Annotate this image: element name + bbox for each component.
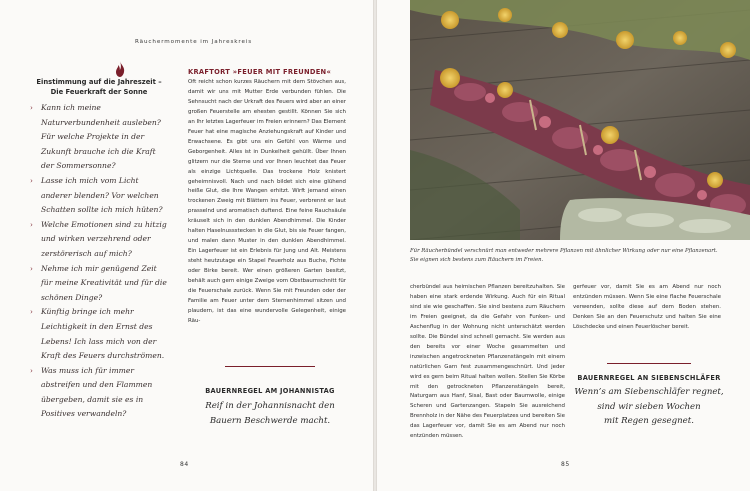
question-text: Künftig bringe ich mehr Leichtigkeit in den Ernst des Lebens! Ich lass mich von der Kraft des Feuers durchströmen.: [41, 307, 165, 361]
question-text: Was muss ich für immer abstreifen und den Flammen übergeben, damit sie es in Positives verwandeln?: [41, 365, 153, 419]
box-title-line-1: Einstimmung auf die Jahreszeit –: [36, 78, 162, 86]
running-head: Räuchermomente im Jahreskreis: [135, 39, 253, 45]
bauernregel-johannistag: [190, 386, 350, 428]
body-column-1: [410, 283, 565, 458]
body-text-2: gerfeuer vor, damit Sie es am Abend nur noch entzünden müssen. Wenn Sie eine flache Feuerschale verwenden, sollte diese auf dem Boden stehen. Denken Sie an den Feuerschutz und halten Sie eine Löschdecke und einen Feuerlöscher bereit.: [573, 284, 721, 330]
flame-icon: [113, 60, 127, 78]
left-page: [0, 0, 373, 491]
kraftort-heading: KRAFTORT »FEUER MIT FREUNDEN«: [188, 68, 332, 76]
question-list: [30, 101, 168, 422]
kraftort-column: [188, 67, 346, 327]
regel-line-2: sind wir sieben Wochen: [597, 401, 701, 412]
reflection-box: [30, 77, 168, 422]
page-number: 84: [180, 461, 189, 468]
question-text: Lasse ich mich vom Licht anderer blenden? Vor welchen Schatten sollte ich mich hüten?: [41, 175, 163, 215]
list-item: [30, 174, 168, 218]
question-text: Nehme ich mir genügend Zeit für meine Kreativität und für die schönen Dinge?: [41, 263, 167, 302]
caption-line-2: Sie eignen sich bestens zum Räuchern im Freien.: [410, 257, 544, 263]
regel-line-1: Wenn’s am Siebenschläfer regnet,: [574, 387, 724, 397]
list-item: [30, 305, 168, 363]
bauernregel-siebenschlaefer: [569, 373, 729, 429]
right-page: [377, 0, 750, 491]
regel-title: BAUERNREGEL AN SIEBENSCHLÄFER: [577, 374, 721, 382]
list-item: [30, 262, 168, 306]
regel-line-3: mit Regen gesegnet.: [604, 416, 694, 426]
arrow-right-icon: ›: [30, 176, 33, 185]
kraftort-body: Oft reicht schon kurzes Räuchern mit dem Stövchen aus, damit wir uns mit Mutter Erde verbunden fühlen. Die Sehnsucht nach der Urkraft des Feuers wird aber an einer großen Feuerstelle am ehesten gestillt. Können Sie sich an Ihr letztes Lagerfeuer im Freien erinnern? Das Element Feuer hat eine magische Anziehungskraft auf Kinder und Erwachsene. Es gibt uns ein Gefühl von Wärme und Geborgenheit. Alles ist in Dunkelheit gehüllt. Über Ihnen glitzern nur die Sterne und vor Ihnen leuchtet das Feuer als einzige Lichtquelle. Das trockene Holz knistert geheimnisvoll. Nach und nach bildet sich eine glühend heiße Glut, die Ihre Wangen erhitzt. Wirft jemand einen trockenen Zweig mit Blättern ins Feuer, verbrennt er laut prasselnd und aromatisch duftend. Eine feine Rauchsäule kräuselt sich in den dunklen Abendhimmel. Die Kinder halten Haselnussstecken in die Glut, bis sie Feuer fangen, und malen dann Muster in den dunklen Abendhimmel. Ein Lagerfeuer ist ein Erlebnis für Jung und Alt. Meistens steht heutzutage ein Stapel Feuerholz aus Buche, Fichte oder Birke bereit. Wer einen größeren Garten besitzt, behält auch gern einige Zweige vom Obstbaumschnitt für die Feuerschale zurück. Wenn Sie mit Freunden oder der Familie am Feuer unter dem Sternenhimmel sitzen und plaudern, ist das eine wundervolle Gelegenheit, einige Räu-: [188, 79, 346, 324]
arrow-right-icon: ›: [30, 308, 33, 317]
question-text: Kann ich meine Naturverbundenheit ausleben? Für welche Projekte in der Zukunft brauche ich die Kraft der Sommersonne?: [41, 103, 161, 171]
body-column-2: [573, 283, 721, 333]
body-text-1: cherbündel aus heimischen Pflanzen bereitzuhalten. Sie haben eine stark erdende Wirkung. Auch für ein Ritual sind sie wie geschaffen. Sie sind bestens zum Räuchern im Freien geeignet, da die Gefahr von Funken- und Aschenflug in der Wohnung nicht unterschätzt werden sollte. Die Bündel sind schnell gemacht. Sie werden aus den bereits vor einer Woche gesammelten und inzwischen angetrockneten Pflanzenstängeln mit einem natürlichen Garn fest zusammengeschnürt. Und jeder wird es gern beim Ritual halten wollen. Stellen Sie Körbe mit den getrockneten Pflanzenstängeln bereit, Naturgarn aus Hanf, Sisal, Bast oder Baumwolle, einige Scheren und Gartenzangen. Stapeln Sie ausreichend Brennholz in der Nähe des Feuerplatzes und bereiten Sie das Lagerfeuer vor, damit Sie es am Abend nur noch entzünden müssen.: [410, 284, 565, 440]
arrow-right-icon: ›: [30, 220, 33, 229]
page-number: 85: [561, 461, 570, 468]
box-title-line-2: Die Feuerkraft der Sonne: [50, 88, 148, 96]
regel-line-1: Reif in der Johannisnacht den: [205, 401, 335, 411]
list-item: [30, 218, 168, 262]
regel-line-2: Bauern Beschwerde macht.: [209, 415, 331, 426]
arrow-right-icon: ›: [30, 104, 33, 112]
arrow-right-icon: ›: [30, 264, 33, 273]
box-title: [30, 77, 168, 97]
question-text: Welche Emotionen sind zu hitzig und wirken verzehrend oder zerstörerisch auf mich?: [41, 219, 167, 258]
photo-caption: [410, 247, 730, 265]
caption-line-1: Für Räucherbündel verschnürt man entweder mehrere Pflanzen mit ähnlicher Wirkung oder nur eine Pflanzenart.: [410, 248, 718, 254]
regel-title: BAUERNREGEL AM JOHANNISTAG: [205, 387, 335, 395]
arrow-right-icon: ›: [30, 366, 33, 375]
herb-bundles-photo: [410, 0, 750, 240]
list-item: [30, 364, 168, 422]
divider: [607, 363, 691, 364]
list-item: [30, 101, 168, 174]
divider: [225, 366, 315, 367]
